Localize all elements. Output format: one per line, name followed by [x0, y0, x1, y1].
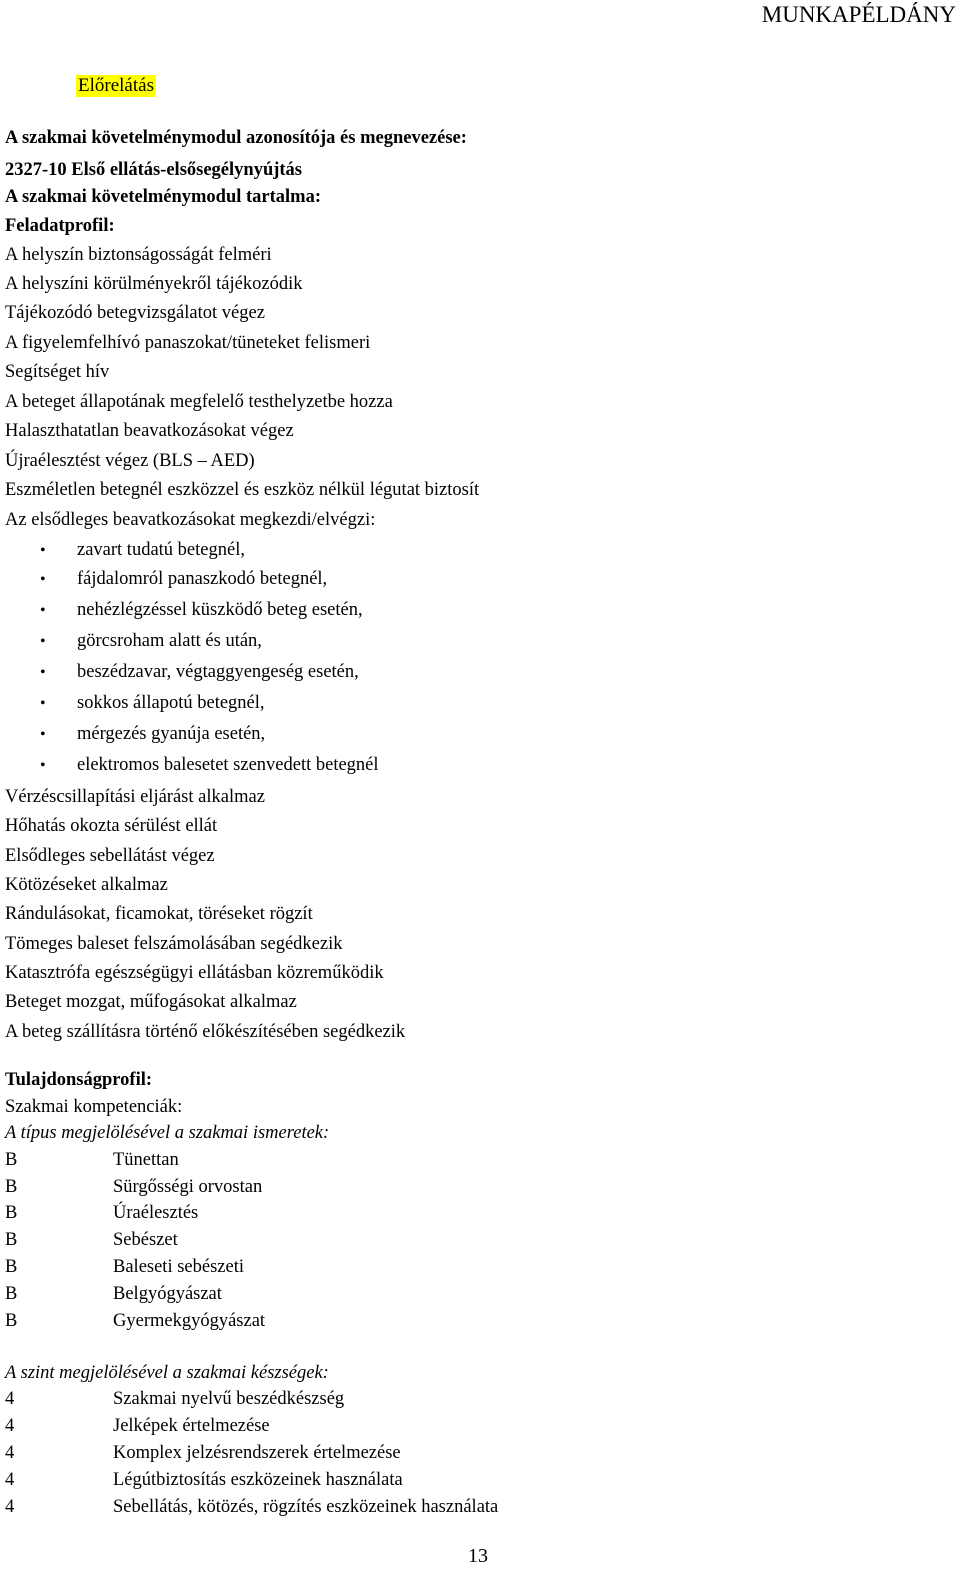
task-item: Halaszthatatlan beavatkozásokat végez [5, 421, 294, 441]
bullet-dot: • [40, 664, 46, 681]
bullet-dot: • [40, 633, 46, 650]
task-item: A helyszíni körülményekről tájékozódik [5, 274, 303, 294]
task-profile-heading: Feladatprofil: [5, 216, 115, 236]
knowledge-code: B [5, 1284, 18, 1304]
bullet-dot: • [40, 542, 46, 559]
task-item: Eszméletlen betegnél eszközzel és eszköz nélkül légutat biztosít [5, 480, 480, 500]
bullet-item: elektromos balesetet szenvedett betegnél [77, 755, 379, 775]
skill-item: Sebellátás, kötözés, rögzítés eszközeinek használata [113, 1497, 499, 1517]
skills-heading: A szint megjelölésével a szakmai készségek: [5, 1363, 329, 1383]
task-item: Elsődleges sebellátást végez [5, 846, 215, 866]
bullet-dot: • [40, 571, 46, 588]
task-item: Vérzéscsillapítási eljárást alkalmaz [5, 787, 265, 807]
knowledge-heading: A típus megjelölésével a szakmai ismeretek: [5, 1123, 330, 1143]
knowledge-item: Tünettan [113, 1150, 179, 1170]
skill-item: Komplex jelzésrendszerek értelmezése [113, 1443, 401, 1463]
competencies-label: Szakmai kompetenciák: [5, 1097, 183, 1117]
knowledge-item: Belgyógyászat [113, 1284, 222, 1304]
knowledge-code: B [5, 1257, 18, 1277]
bullet-item: fájdalomról panaszkodó betegnél, [77, 569, 328, 589]
task-item: Újraélesztést végez (BLS – AED) [5, 451, 255, 471]
bullet-item: görcsroham alatt és után, [77, 631, 262, 651]
bullet-item: mérgezés gyanúja esetén, [77, 724, 266, 744]
knowledge-code: B [5, 1177, 18, 1197]
knowledge-item: Baleseti sebészeti [113, 1257, 244, 1277]
task-item: Kötözéseket alkalmaz [5, 875, 168, 895]
task-item: Katasztrófa egészségügyi ellátásban közreműködik [5, 963, 384, 983]
knowledge-item: Sebészet [113, 1230, 178, 1250]
knowledge-code: B [5, 1203, 18, 1223]
task-item: Beteget mozgat, műfogásokat alkalmaz [5, 992, 297, 1012]
skill-level: 4 [5, 1443, 15, 1463]
module-name: 2327-10 Első ellátás-elsősegélynyújtás [5, 160, 303, 180]
page-number: 13 [468, 1545, 488, 1567]
bullet-item: zavart tudatú betegnél, [77, 540, 245, 560]
section-title: Előrelátás [78, 75, 154, 96]
skill-level: 4 [5, 1470, 15, 1490]
bullet-dot: • [40, 602, 46, 619]
task-item: Tömeges baleset felszámolásában segédkezik [5, 934, 343, 954]
bullet-item: sokkos állapotú betegnél, [77, 693, 265, 713]
bullet-item: nehézlégzéssel küszködő beteg esetén, [77, 600, 363, 620]
document-stamp: MUNKAPÉLDÁNY [761, 2, 956, 27]
task-item: A helyszín biztonságosságát felméri [5, 245, 272, 265]
skill-item: Jelképek értelmezése [113, 1416, 270, 1436]
task-item: A beteget állapotának megfelelő testhelyzetbe hozza [5, 392, 393, 412]
task-item: Hőhatás okozta sérülést ellát [5, 816, 218, 836]
skill-item: Szakmai nyelvű beszédkészség [113, 1389, 345, 1409]
task-item: Segítséget hív [5, 362, 110, 382]
knowledge-item: Gyermekgyógyászat [113, 1311, 266, 1331]
knowledge-code: B [5, 1230, 18, 1250]
skill-level: 4 [5, 1416, 15, 1436]
knowledge-code: B [5, 1311, 18, 1331]
bullet-dot: • [40, 695, 46, 712]
knowledge-item: Úraélesztés [113, 1203, 199, 1223]
task-item: Tájékozódó betegvizsgálatot végez [5, 303, 265, 323]
knowledge-item: Sürgősségi orvostan [113, 1177, 263, 1197]
skill-item: Légútbiztosítás eszközeinek használata [113, 1470, 403, 1490]
task-item: Rándulásokat, ficamokat, töréseket rögzít [5, 904, 313, 924]
bullet-dot: • [40, 726, 46, 743]
skill-level: 4 [5, 1497, 15, 1517]
task-item: Az elsődleges beavatkozásokat megkezdi/elvégzi: [5, 510, 376, 530]
knowledge-code: B [5, 1150, 18, 1170]
bullet-dot: • [40, 757, 46, 774]
module-id-heading: A szakmai követelménymodul azonosítója és megnevezése: [5, 128, 467, 148]
property-profile-heading: Tulajdonságprofil: [5, 1070, 153, 1090]
bullet-item: beszédzavar, végtaggyengeség esetén, [77, 662, 359, 682]
module-content-heading: A szakmai követelménymodul tartalma: [5, 187, 322, 207]
task-item: A figyelemfelhívó panaszokat/tüneteket felismeri [5, 333, 371, 353]
skill-level: 4 [5, 1389, 15, 1409]
task-item: A beteg szállításra történő előkészítésében segédkezik [5, 1022, 406, 1042]
